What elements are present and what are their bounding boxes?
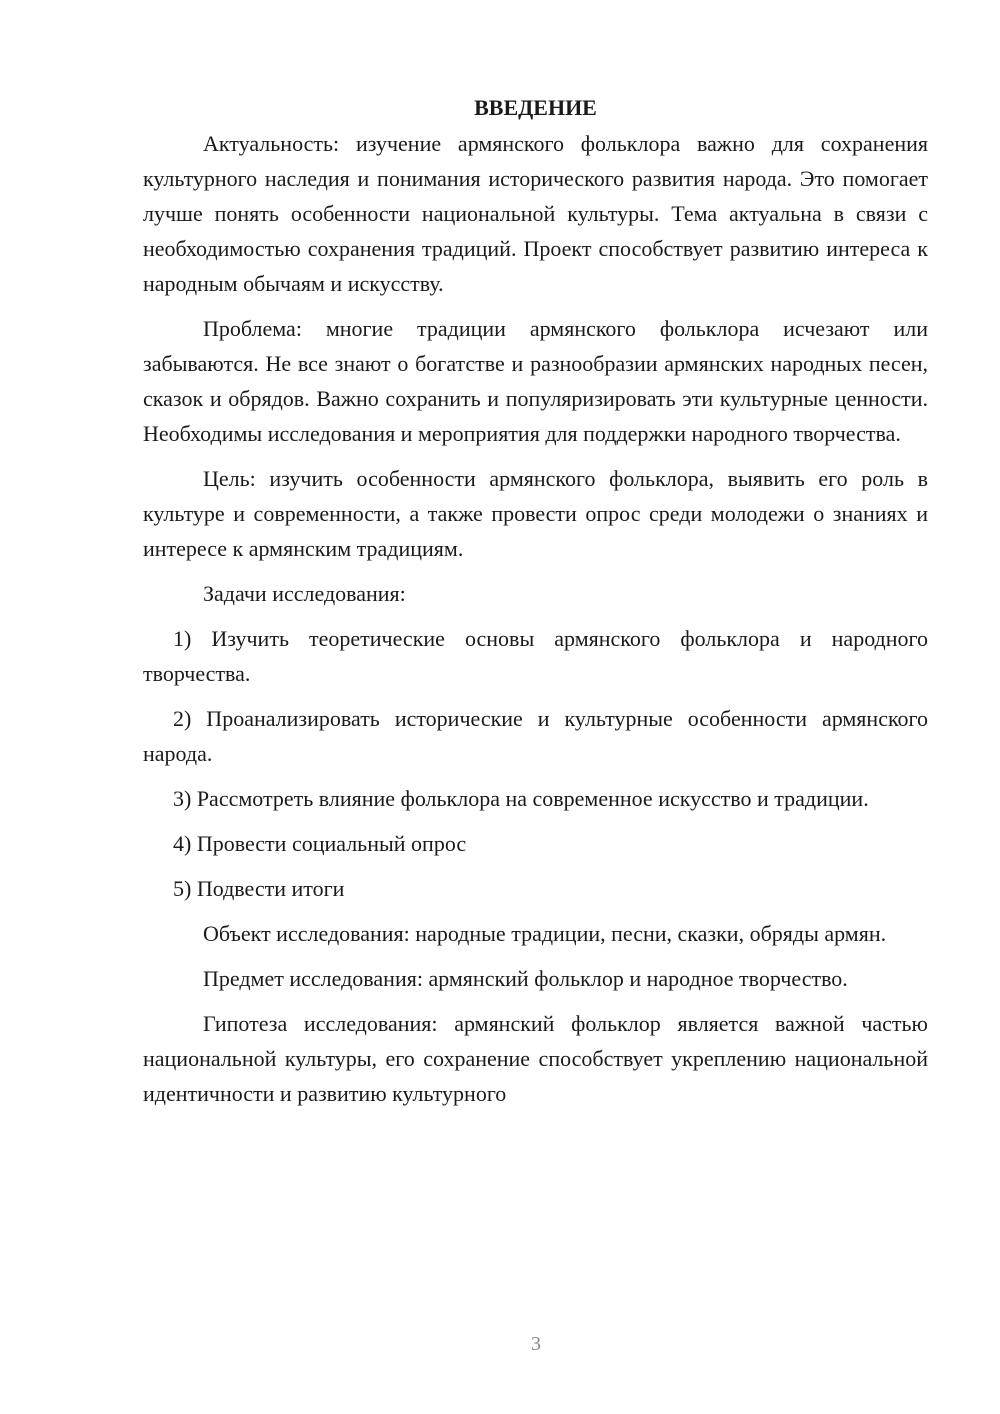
task-item: 1) Изучить теоретические основы армянского фольклора и народного творчества. bbox=[143, 626, 928, 686]
task-item: 3) Рассмотреть влияние фольклора на современное искусство и традиции. bbox=[173, 786, 869, 811]
problem-paragraph: Проблема: многие традиции армянского фольклора исчезают или забываются. Не все знают о богатстве и разнообразии армянских народных песен, сказок и обрядов. Важно сохранить и популяризировать эти культурные ценности. Необходимы исследования и мероприятия для поддержки народного творчества. bbox=[143, 316, 928, 446]
task-item: 5) Подвести итоги bbox=[173, 876, 345, 901]
hypothesis-paragraph: Гипотеза исследования: армянский фольклор является важной частью национальной культуры, его сохранение способствует укреплению национальной идентичности и развитию культурного bbox=[143, 1011, 928, 1106]
page-title: ВВЕДЕНИЕ bbox=[474, 95, 597, 120]
tasks-heading: Задачи исследования: bbox=[203, 581, 406, 606]
task-item: 2) Проанализировать исторические и культурные особенности армянского народа. bbox=[143, 706, 928, 766]
object-paragraph: Объект исследования: народные традиции, песни, сказки, обряды армян. bbox=[203, 921, 887, 946]
task-item: 4) Провести социальный опрос bbox=[173, 831, 467, 856]
page-number: 3 bbox=[531, 1333, 541, 1355]
goal-paragraph: Цель: изучить особенности армянского фольклора, выявить его роль в культуре и современности, а также провести опрос среди молодежи о знаниях и интересе к армянским традициям. bbox=[143, 466, 928, 561]
document-page bbox=[143, 90, 928, 1111]
relevance-paragraph: Актуальность: изучение армянского фольклора важно для сохранения культурного наследия и понимания исторического развития народа. Это помогает лучше понять особенности национальной культуры. Тема актуальна в связи с необходимостью сохранения традиций. Проект способствует развитию интереса к народным обычаям и искусству. bbox=[143, 131, 928, 296]
subject-paragraph: Предмет исследования: армянский фольклор и народное творчество. bbox=[203, 966, 848, 991]
